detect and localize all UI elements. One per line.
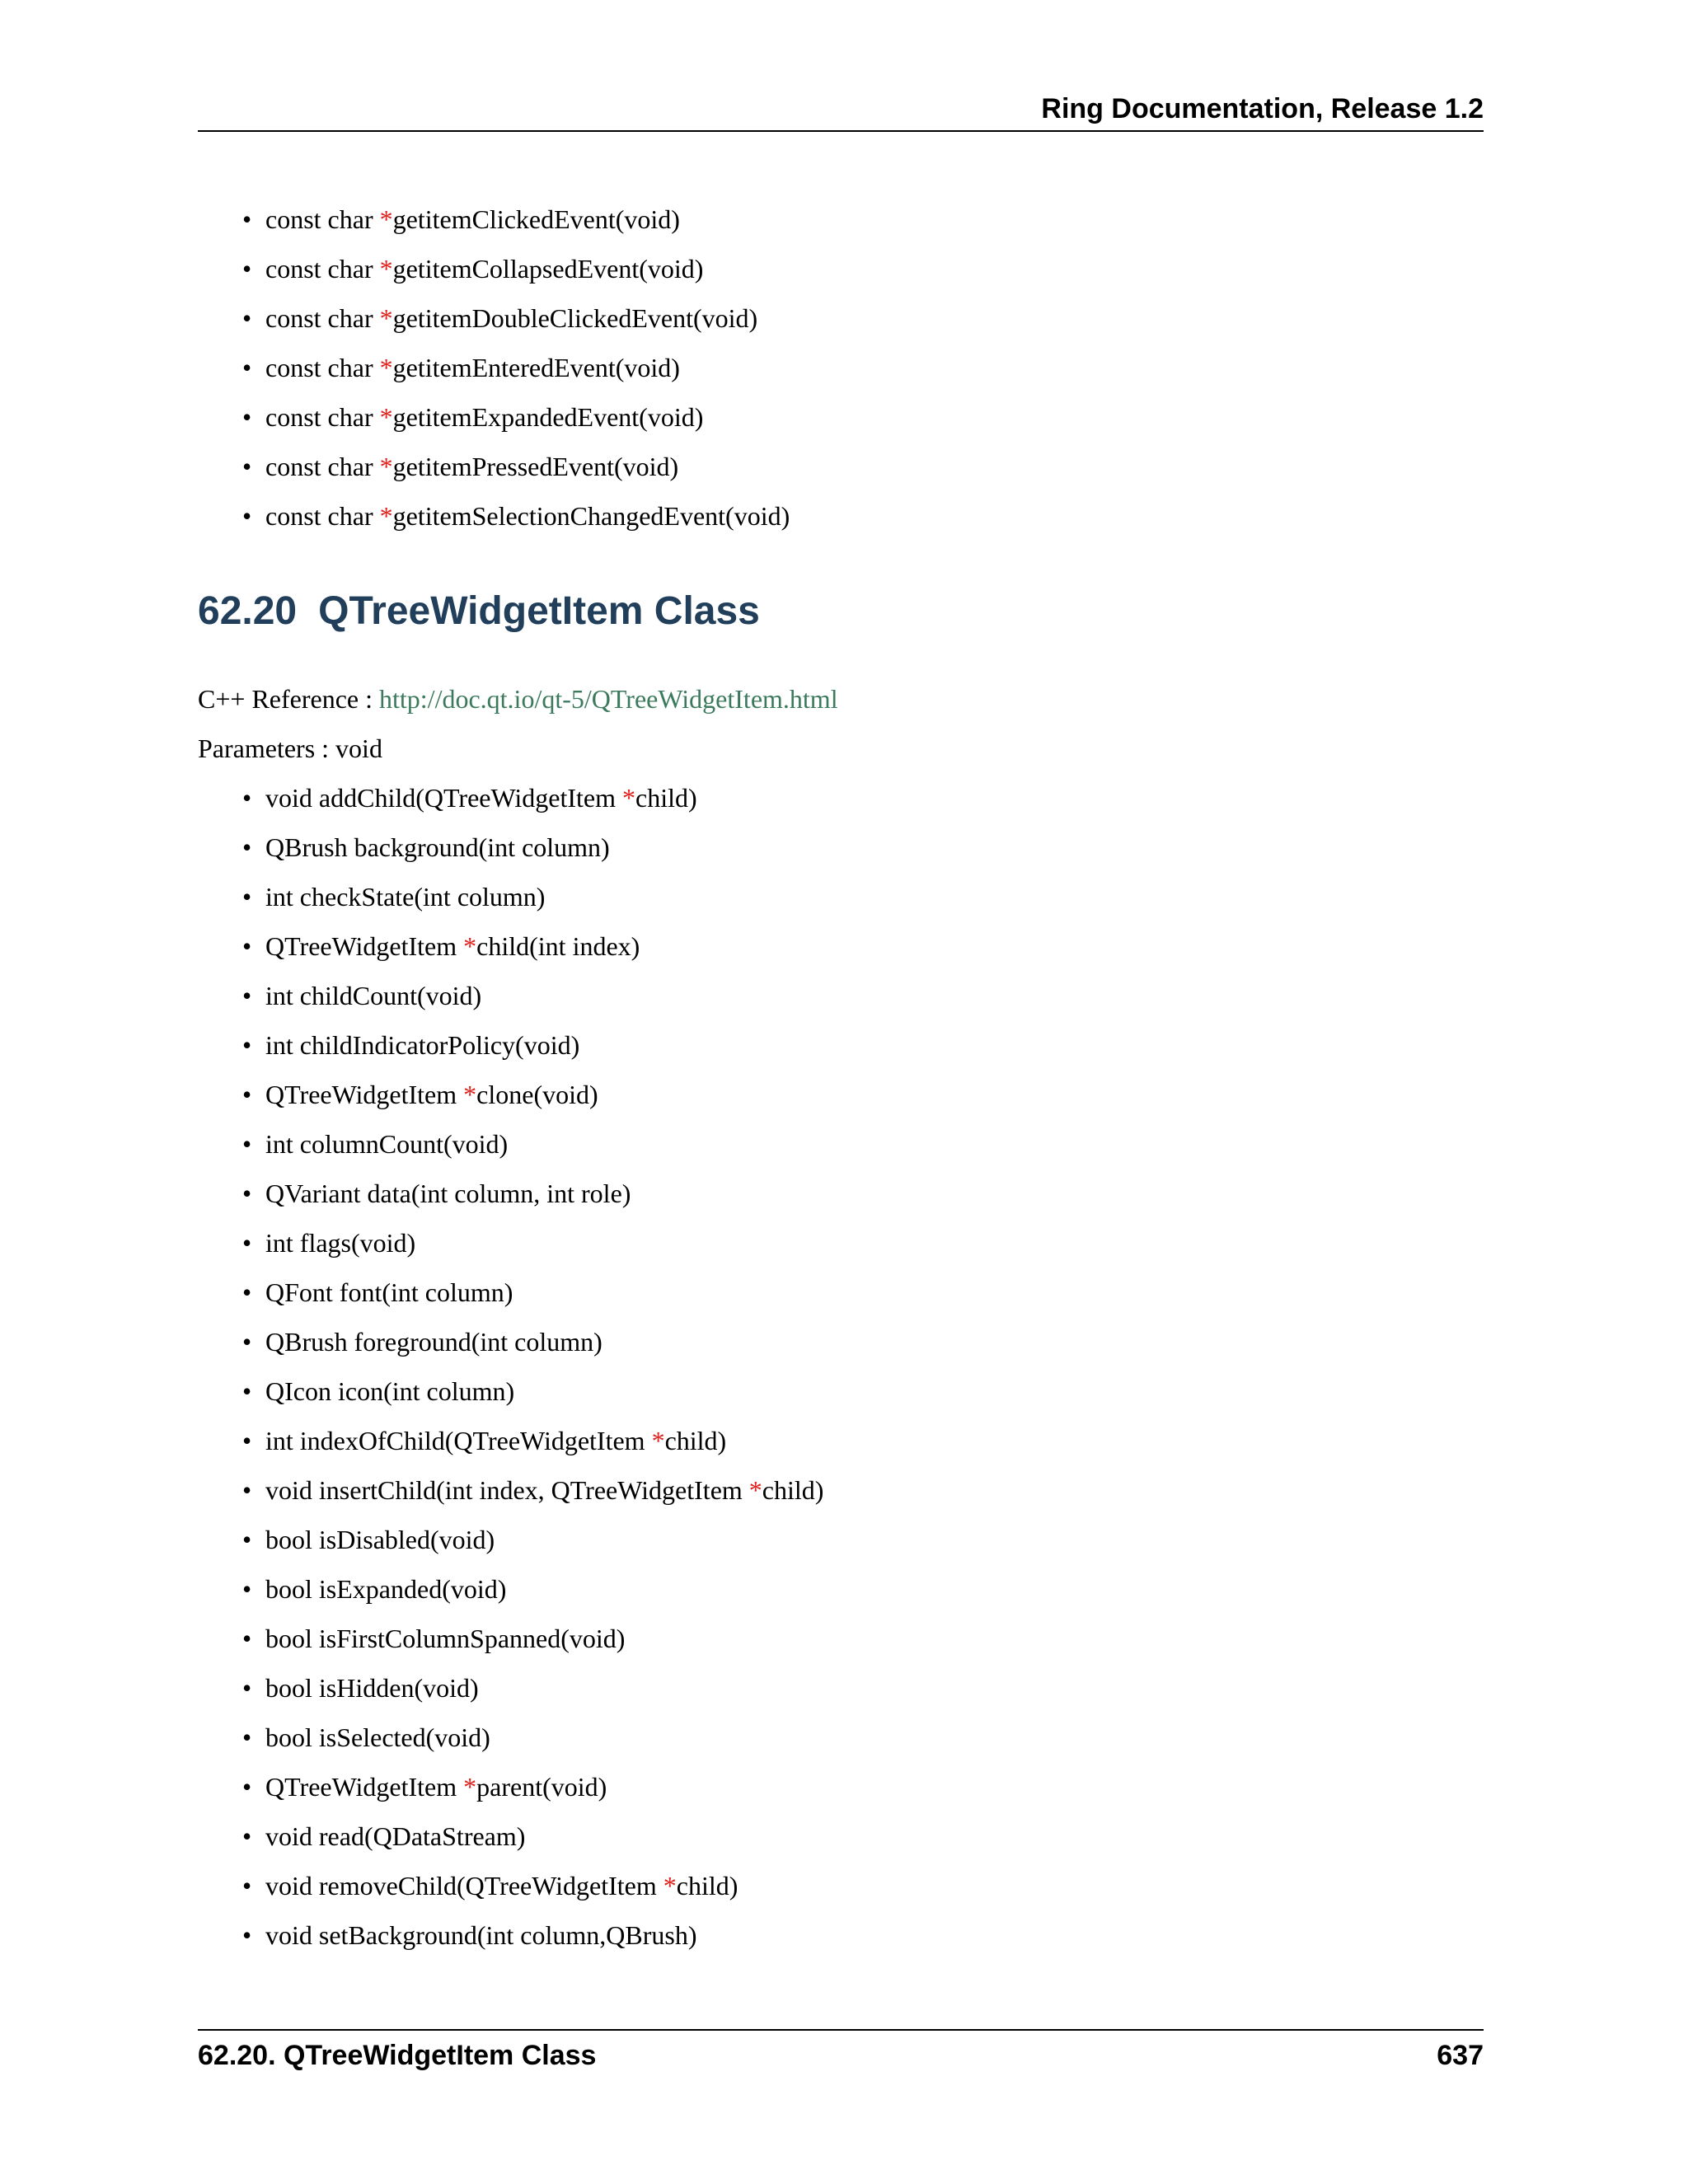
- item-text-rest: getitemCollapsedEvent(void): [392, 254, 704, 284]
- item-text: bool isSelected(void): [265, 1722, 490, 1752]
- pointer-marker: *: [379, 204, 393, 234]
- method-item: [0, 1416, 1688, 1465]
- bullet-icon: •: [242, 204, 252, 234]
- event-getter-item: [0, 343, 1688, 392]
- pointer-marker: *: [463, 1080, 477, 1109]
- method-item: [0, 1317, 1688, 1366]
- method-item: [0, 1218, 1688, 1268]
- item-text: const char: [265, 303, 380, 333]
- method-item: [0, 1762, 1688, 1811]
- cpp-reference-line: [198, 674, 838, 724]
- item-text: QBrush background(int column): [265, 832, 610, 862]
- item-text: const char: [265, 402, 380, 432]
- footer-section-title: 62.20. QTreeWidgetItem Class: [198, 2040, 597, 2071]
- item-text-rest: getitemSelectionChangedEvent(void): [392, 501, 790, 531]
- pointer-marker: *: [651, 1426, 665, 1455]
- pointer-marker: *: [379, 353, 393, 382]
- bullet-icon: •: [242, 1327, 252, 1357]
- bullet-icon: •: [242, 832, 252, 862]
- bullet-icon: •: [242, 981, 252, 1010]
- method-items: [0, 773, 1688, 1960]
- page-header: [198, 92, 1484, 132]
- bullet-icon: •: [242, 501, 252, 531]
- method-item: [0, 1268, 1688, 1317]
- item-text-rest: getitemClickedEvent(void): [392, 204, 680, 234]
- bullet-icon: •: [242, 303, 252, 333]
- pointer-marker: *: [622, 783, 636, 813]
- method-item: [0, 1861, 1688, 1910]
- pointer-marker: *: [379, 501, 393, 531]
- pointer-marker: *: [748, 1475, 762, 1505]
- method-item: [0, 1070, 1688, 1119]
- bullet-icon: •: [242, 452, 252, 481]
- pointer-marker: *: [379, 452, 393, 481]
- bullet-icon: •: [242, 1277, 252, 1307]
- method-list: [0, 773, 1688, 1960]
- item-text-rest: getitemPressedEvent(void): [392, 452, 679, 481]
- pointer-marker: *: [379, 402, 393, 432]
- page-number: 637: [1437, 2040, 1484, 2071]
- item-text: void insertChild(int index, QTreeWidgetItem: [265, 1475, 749, 1505]
- item-text-rest: child): [676, 1871, 738, 1900]
- method-item: [0, 1020, 1688, 1070]
- method-item: [0, 1663, 1688, 1713]
- bullet-icon: •: [242, 1426, 252, 1455]
- bullet-icon: •: [242, 1624, 252, 1653]
- bullet-icon: •: [242, 1821, 252, 1851]
- bullet-icon: •: [242, 1129, 252, 1159]
- bullet-icon: •: [242, 1525, 252, 1554]
- item-text: bool isFirstColumnSpanned(void): [265, 1624, 626, 1653]
- item-text: QIcon icon(int column): [265, 1376, 515, 1406]
- item-text: void removeChild(QTreeWidgetItem: [265, 1871, 663, 1900]
- item-text: void addChild(QTreeWidgetItem: [265, 783, 623, 813]
- bullet-icon: •: [242, 1574, 252, 1604]
- cpp-reference-label: C++ Reference :: [198, 684, 379, 714]
- item-text: QTreeWidgetItem: [265, 1080, 464, 1109]
- pointer-marker: *: [463, 931, 477, 961]
- item-text-rest: child): [762, 1475, 824, 1505]
- event-getter-list: [0, 194, 1688, 541]
- page-footer: [198, 2029, 1484, 2080]
- bullet-icon: •: [242, 1376, 252, 1406]
- item-text: const char: [265, 353, 380, 382]
- bullet-icon: •: [242, 254, 252, 284]
- event-getter-items: [0, 194, 1688, 541]
- pointer-marker: *: [379, 254, 393, 284]
- item-text-rest: child(int index): [476, 931, 640, 961]
- item-text: int indexOfChild(QTreeWidgetItem: [265, 1426, 652, 1455]
- item-text-rest: clone(void): [476, 1080, 598, 1109]
- item-text: QVariant data(int column, int role): [265, 1179, 631, 1208]
- bullet-icon: •: [242, 882, 252, 912]
- item-text: void read(QDataStream): [265, 1821, 526, 1851]
- bullet-icon: •: [242, 1030, 252, 1060]
- bullet-icon: •: [242, 1722, 252, 1752]
- item-text: int flags(void): [265, 1228, 416, 1258]
- bullet-icon: •: [242, 1228, 252, 1258]
- method-item: [0, 823, 1688, 872]
- method-item: [0, 1465, 1688, 1515]
- bullet-icon: •: [242, 1475, 252, 1505]
- item-text: bool isExpanded(void): [265, 1574, 507, 1604]
- cpp-reference-link[interactable]: http://doc.qt.io/qt-5/QTreeWidgetItem.html: [379, 684, 838, 714]
- item-text: int columnCount(void): [265, 1129, 509, 1159]
- pointer-marker: *: [663, 1871, 677, 1900]
- method-item: [0, 1119, 1688, 1169]
- method-item: [0, 971, 1688, 1020]
- event-getter-item: [0, 194, 1688, 244]
- section-number: 62.20: [198, 589, 298, 633]
- item-text-rest: child): [635, 783, 697, 813]
- method-item: [0, 1515, 1688, 1564]
- method-item: [0, 1713, 1688, 1762]
- item-text: const char: [265, 452, 380, 481]
- pointer-marker: *: [379, 303, 393, 333]
- event-getter-item: [0, 392, 1688, 442]
- item-text: bool isHidden(void): [265, 1673, 479, 1703]
- event-getter-item: [0, 293, 1688, 343]
- method-item: [0, 921, 1688, 971]
- event-getter-item: [0, 244, 1688, 293]
- item-text: QTreeWidgetItem: [265, 931, 464, 961]
- bullet-icon: •: [242, 353, 252, 382]
- method-item: [0, 1614, 1688, 1663]
- item-text: QFont font(int column): [265, 1277, 513, 1307]
- item-text-rest: getitemExpandedEvent(void): [392, 402, 704, 432]
- item-text: QTreeWidgetItem: [265, 1772, 464, 1802]
- method-item: [0, 1169, 1688, 1218]
- method-item: [0, 872, 1688, 921]
- bullet-icon: •: [242, 1080, 252, 1109]
- item-text: const char: [265, 254, 380, 284]
- item-text: const char: [265, 204, 380, 234]
- item-text: int checkState(int column): [265, 882, 546, 912]
- item-text: const char: [265, 501, 380, 531]
- item-text-rest: getitemEnteredEvent(void): [392, 353, 680, 382]
- bullet-icon: •: [242, 1772, 252, 1802]
- bullet-icon: •: [242, 402, 252, 432]
- method-item: [0, 1564, 1688, 1614]
- item-text-rest: parent(void): [476, 1772, 607, 1802]
- item-text-rest: child): [664, 1426, 727, 1455]
- bullet-icon: •: [242, 783, 252, 813]
- section-title: QTreeWidgetItem Class: [318, 589, 760, 633]
- method-item: [0, 773, 1688, 823]
- document-title: Ring Documentation, Release 1.2: [1041, 93, 1484, 124]
- event-getter-item: [0, 442, 1688, 491]
- item-text: int childIndicatorPolicy(void): [265, 1030, 580, 1060]
- item-text: void setBackground(int column,QBrush): [265, 1920, 697, 1950]
- bullet-icon: •: [242, 1920, 252, 1950]
- event-getter-item: [0, 491, 1688, 541]
- item-text: QBrush foreground(int column): [265, 1327, 603, 1357]
- pointer-marker: *: [463, 1772, 477, 1802]
- bullet-icon: •: [242, 1179, 252, 1208]
- parameters-line: Parameters : void: [198, 733, 382, 763]
- item-text-rest: getitemDoubleClickedEvent(void): [392, 303, 758, 333]
- item-text: int childCount(void): [265, 981, 482, 1010]
- bullet-icon: •: [242, 1871, 252, 1900]
- method-item: [0, 1811, 1688, 1861]
- method-item: [0, 1910, 1688, 1960]
- section-heading: [198, 587, 760, 636]
- item-text: bool isDisabled(void): [265, 1525, 495, 1554]
- method-item: [0, 1366, 1688, 1416]
- bullet-icon: •: [242, 1673, 252, 1703]
- bullet-icon: •: [242, 931, 252, 961]
